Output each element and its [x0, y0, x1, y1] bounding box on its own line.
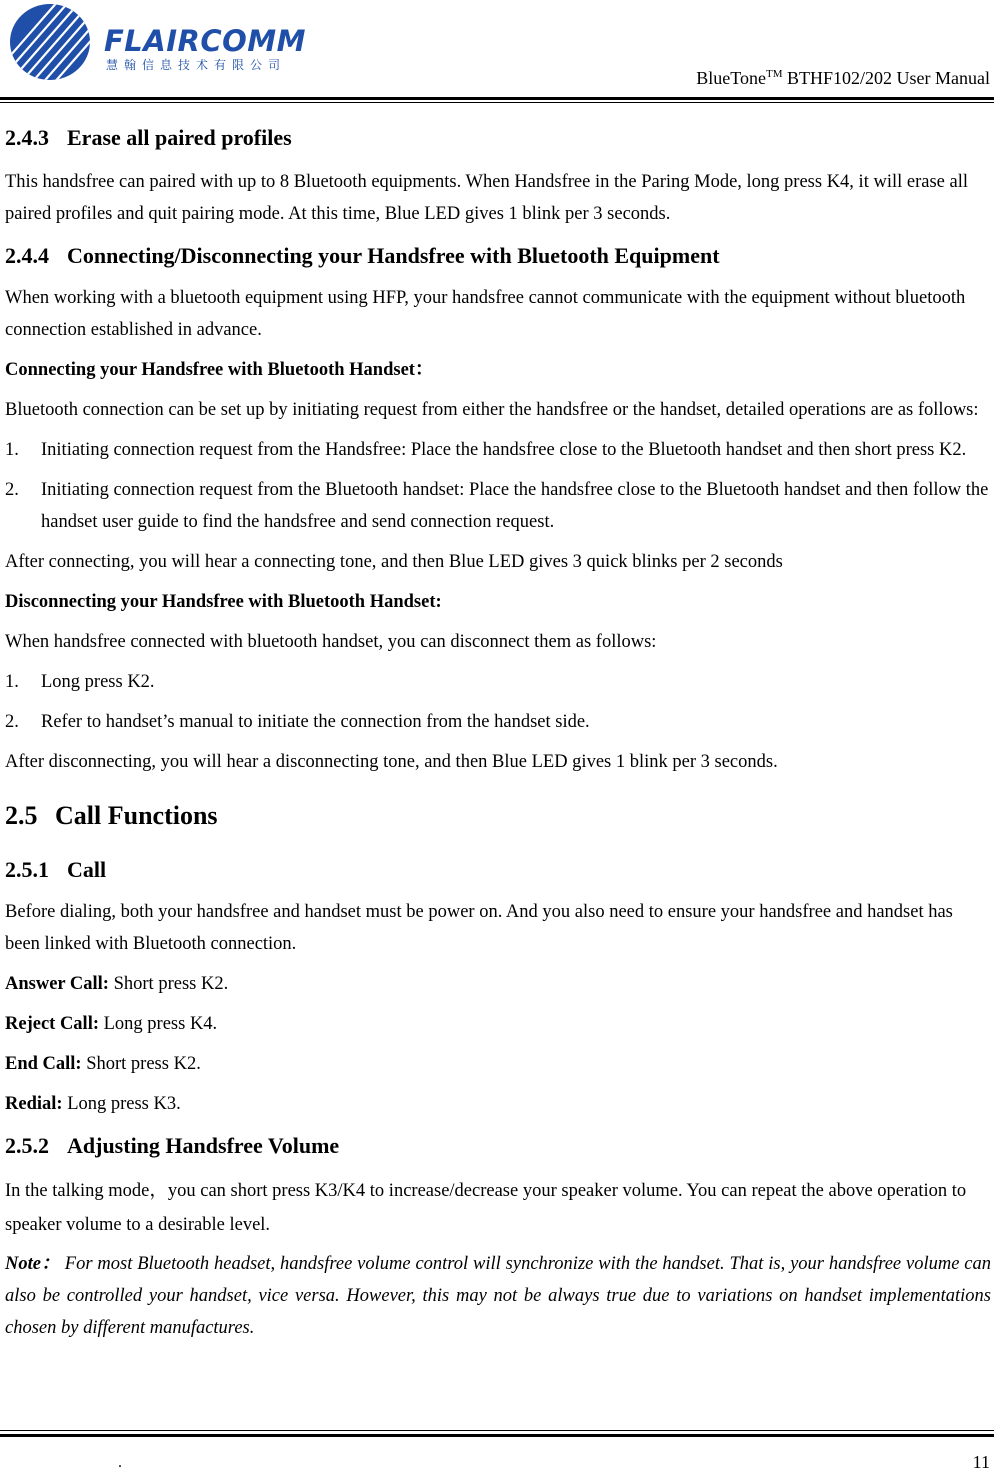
footer-rule-thick [0, 1434, 994, 1437]
logo-subtitle: 慧翰信息技术有限公司 [106, 58, 287, 72]
logo-wordmark: FLAIRCOMM [104, 24, 307, 58]
list-text: Refer to handset’s manual to initiate the connection from the handset side. [41, 712, 590, 732]
reject-call-text: Long press K4. [99, 1014, 218, 1034]
section-title: Connecting/Disconnecting your Handsfree with Bluetooth Equipment [67, 243, 720, 268]
page-header [0, 0, 994, 104]
section-title: Adjusting Handsfree Volume [67, 1133, 340, 1158]
logo-globe-icon [6, 2, 98, 82]
end-call-label: End Call: [5, 1054, 82, 1074]
end-call-text: Short press K2. [81, 1054, 201, 1074]
list-text: Initiating connection request from the Handsfree: Place the handsfree close to the Bluetooth handset and then short press K2. [41, 440, 967, 460]
list-number: 1. [5, 440, 19, 460]
answer-call-text: Short press K2. [108, 974, 229, 994]
list-number: 1. [5, 672, 19, 692]
volume-note [5, 1248, 991, 1344]
section-title: Erase all paired profiles [67, 125, 292, 150]
section-2-5-1-heading [5, 854, 991, 886]
end-call-line [5, 1048, 991, 1080]
erase-paragraph: This handsfree can paired with up to 8 Bluetooth equipments. When Handsfree in the Paring Mode, long press K4, it will erase all paired profiles and quit pairing mode. At this time, Blue LED gives 1 blink per 3 seconds. [5, 172, 968, 224]
list-item [5, 706, 991, 738]
reject-call-line [5, 1008, 991, 1040]
section-2-4-3-heading [5, 122, 991, 154]
after-disconnecting-paragraph: After disconnecting, you will hear a disconnecting tone, and then Blue LED gives 1 blink per 3 seconds. [5, 752, 778, 772]
call-intro-paragraph: Before dialing, both your handsfree and handset must be power on. And you also need to ensure your handsfree and handset has been linked with Bluetooth connection. [5, 902, 953, 954]
note-text: For most Bluetooth headset, handsfree volume control will synchronize with the handset. That is, your handsfree volume can also be controlled your handset, vice versa. However, this may not be always true due to variations on handset implementations chosen by different manufactures. [5, 1254, 991, 1338]
title-trademark: TM [766, 68, 783, 80]
title-prefix: BlueTone [696, 68, 767, 88]
page-content [5, 122, 991, 1344]
disconnecting-paragraph: When handsfree connected with bluetooth handset, you can disconnect them as follows: [5, 632, 657, 652]
after-connecting-paragraph: After connecting, you will hear a connecting tone, and then Blue LED gives 3 quick blinks per 2 seconds [5, 552, 783, 572]
connecting-paragraph: Bluetooth connection can be set up by initiating request from either the handsfree or the handset, detailed operations are as follows: [5, 400, 979, 420]
section-2-5-heading [5, 798, 991, 834]
section-title: Call Functions [55, 801, 218, 830]
section-number: 2.4.3 [5, 125, 49, 150]
title-suffix: BTHF102/202 User Manual [782, 68, 990, 88]
answer-call-line [5, 968, 991, 1000]
connection-intro-paragraph: When working with a bluetooth equipment using HFP, your handsfree cannot communicate with the equipment without bluetooth connection established in advance. [5, 288, 966, 340]
section-number: 2.4.4 [5, 243, 49, 268]
redial-text: Long press K3. [62, 1094, 181, 1114]
redial-line [5, 1088, 991, 1120]
company-logo [6, 2, 306, 82]
footer-rule-thin [0, 1430, 994, 1431]
reject-call-label: Reject Call: [5, 1014, 99, 1034]
answer-call-label: Answer Call: [5, 974, 109, 994]
section-number: 2.5 [5, 801, 38, 830]
header-rule-thick [0, 97, 994, 100]
section-2-4-4-heading [5, 240, 991, 272]
list-item [5, 666, 991, 698]
list-number: 2. [5, 480, 19, 500]
section-number: 2.5.1 [5, 857, 49, 882]
section-2-5-2-heading [5, 1130, 991, 1162]
note-label: Note： [5, 1254, 60, 1274]
section-title: Call [67, 857, 107, 882]
document-title [696, 68, 990, 89]
list-text: Long press K2. [41, 672, 155, 692]
list-item [5, 474, 991, 538]
volume-paragraph: In the talking mode，you can short press K3/K4 to increase/decrease your speaker volume. You can repeat the above operation to speaker volume to a desirable level. [5, 1181, 967, 1235]
connecting-subheading: Connecting your Handsfree with Bluetooth Handset： [5, 360, 434, 380]
footer-mark: . [118, 1454, 122, 1471]
list-item [5, 434, 991, 466]
redial-label: Redial: [5, 1094, 63, 1114]
section-number: 2.5.2 [5, 1133, 49, 1158]
list-text: Initiating connection request from the Bluetooth handset: Place the handsfree close to the Bluetooth handset and then follow the handset user guide to find the handsfree and send connection request. [41, 480, 989, 532]
list-number: 2. [5, 712, 19, 732]
disconnecting-subheading: Disconnecting your Handsfree with Bluetooth Handset: [5, 592, 442, 612]
header-rule-thin [0, 102, 994, 103]
page-number: 11 [972, 1452, 990, 1472]
